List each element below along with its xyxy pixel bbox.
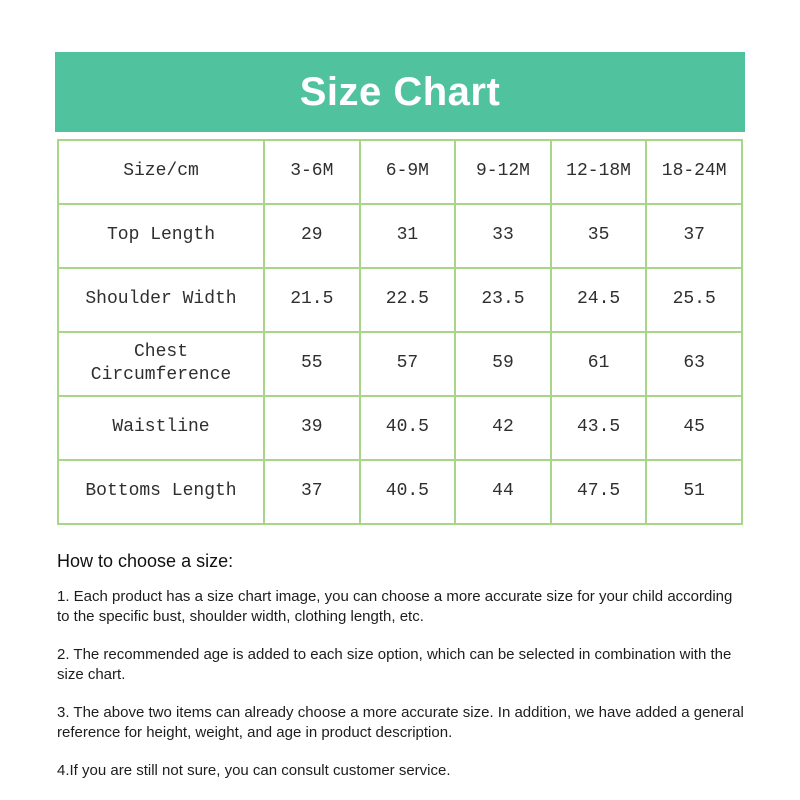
row-label-cell: Top Length (58, 204, 264, 268)
value-cell: 40.5 (360, 460, 456, 524)
value-cell: 55 (264, 332, 360, 396)
guide-item: 4.If you are still not sure, you can consult customer service. (57, 762, 451, 779)
row-label-cell: Bottoms Length (58, 460, 264, 524)
value-cell: 9-12M (455, 140, 551, 204)
value-cell: 40.5 (360, 396, 456, 460)
value-cell: 37 (264, 460, 360, 524)
value-cell: 51 (646, 460, 742, 524)
row-label-cell: Chest Circumference (58, 332, 264, 396)
row-label-cell: Size/cm (58, 140, 264, 204)
size-table (57, 139, 743, 525)
row-label-cell: Waistline (58, 396, 264, 460)
value-cell: 21.5 (264, 268, 360, 332)
value-cell: 59 (455, 332, 551, 396)
guide-item: 2. The recommended age is added to each size option, which can be selected in combination with the size chart. (57, 646, 732, 683)
value-cell: 44 (455, 460, 551, 524)
value-cell: 42 (455, 396, 551, 460)
guide-item: 1. Each product has a size chart image, you can choose a more accurate size for your child according to the specific bust, shoulder width, clothing length, etc. (57, 588, 733, 625)
value-cell: 31 (360, 204, 456, 268)
value-cell: 43.5 (551, 396, 647, 460)
value-cell: 57 (360, 332, 456, 396)
value-cell: 23.5 (455, 268, 551, 332)
value-cell: 35 (551, 204, 647, 268)
value-cell: 45 (646, 396, 742, 460)
guide-heading: How to choose a size: (57, 551, 234, 571)
table-row (58, 268, 742, 332)
value-cell: 37 (646, 204, 742, 268)
value-cell: 18-24M (646, 140, 742, 204)
table-row (58, 460, 742, 524)
value-cell: 12-18M (551, 140, 647, 204)
row-label-cell: Shoulder Width (58, 268, 264, 332)
guide-items (57, 587, 749, 781)
value-cell: 24.5 (551, 268, 647, 332)
value-cell: 63 (646, 332, 742, 396)
value-cell: 39 (264, 396, 360, 460)
value-cell: 22.5 (360, 268, 456, 332)
size-chart-banner (55, 52, 745, 132)
size-table-body (58, 140, 742, 524)
guide-item: 3. The above two items can already choose a more accurate size. In addition, we have added a general reference for height, weight, and age in product description. (57, 704, 744, 741)
value-cell: 61 (551, 332, 647, 396)
table-row (58, 332, 742, 396)
table-row (58, 204, 742, 268)
size-guide-section (57, 551, 749, 799)
value-cell: 33 (455, 204, 551, 268)
value-cell: 6-9M (360, 140, 456, 204)
value-cell: 47.5 (551, 460, 647, 524)
table-row (58, 396, 742, 460)
value-cell: 25.5 (646, 268, 742, 332)
value-cell: 29 (264, 204, 360, 268)
table-header-row (58, 140, 742, 204)
banner-title: Size Chart (299, 69, 501, 114)
value-cell: 3-6M (264, 140, 360, 204)
